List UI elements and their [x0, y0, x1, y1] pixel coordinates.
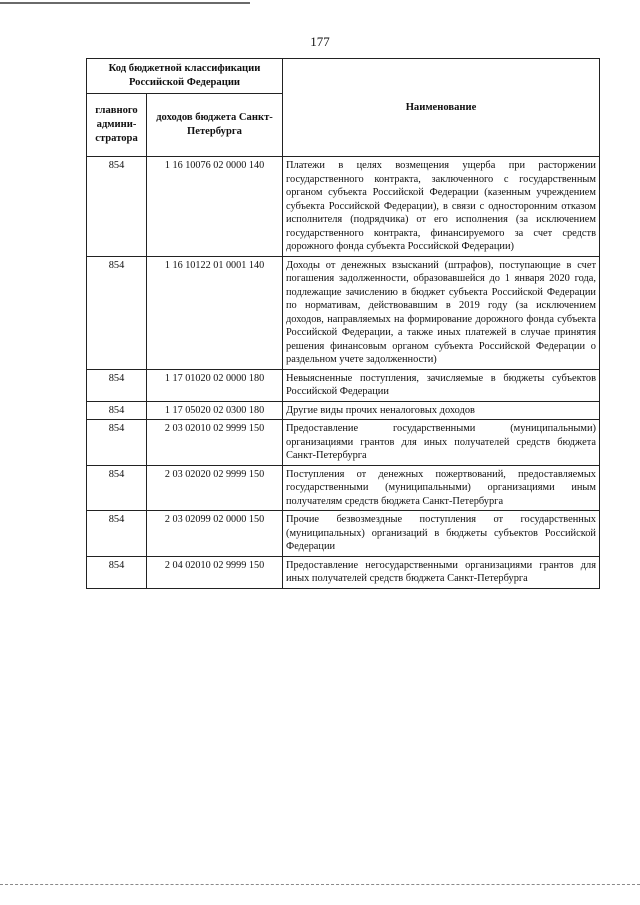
scan-edge-line	[0, 2, 250, 4]
table-row	[87, 401, 600, 420]
budget-classification-table	[86, 58, 600, 589]
name-cell: Доходы от денежных взысканий (штрафов), поступающие в счет погашения задолженности, образовавшейся до 1 января 2020 года, подлежащие зачислению в бюджет субъекта Российской Федерации по нормативам, действовавшим в 2019 году (за исключением доходов, направляемых на формирование дорожного фонда субъекта Российской Федерации, а также иных платежей в случае принятия решения финансовым органом субъекта Российской Федерации о раздельном учете задолженности)	[283, 256, 600, 369]
header-admin: главного админи-стратора	[87, 94, 147, 157]
income-code-cell: 1 16 10122 01 0001 140	[147, 256, 283, 369]
income-code-cell: 2 03 02020 02 9999 150	[147, 465, 283, 511]
table-row	[87, 256, 600, 369]
name-cell: Прочие безвозмездные поступления от государственных (муниципальных) организаций в бюджеты субъектов Российской Федерации	[283, 511, 600, 557]
scan-edge-line-bottom	[0, 884, 640, 886]
name-cell: Предоставление негосударственными организациями грантов для иных получателей средств бюджета Санкт-Петербурга	[283, 556, 600, 588]
name-cell: Платежи в целях возмещения ущерба при расторжении государственного контракта, заключенного с государственным органом субъекта Российской Федерации (казенным учреждением субъекта Российской Федерации), в связи с односторонним отказом исполнителя (подрядчика) от его исполнения (за исключением государственного контракта, финансируемого за счет средств дорожного фонда субъекта Российской Федерации)	[283, 157, 600, 257]
income-code-cell: 2 04 02010 02 9999 150	[147, 556, 283, 588]
admin-code-cell: 854	[87, 465, 147, 511]
income-code-cell: 1 16 10076 02 0000 140	[147, 157, 283, 257]
table-row	[87, 157, 600, 257]
name-cell: Поступления от денежных пожертвований, предоставляемых государственными (муниципальными) организациями иным получателям средств бюджета Санкт-Петербурга	[283, 465, 600, 511]
table-row	[87, 465, 600, 511]
name-cell: Другие виды прочих неналоговых доходов	[283, 401, 600, 420]
income-code-cell: 1 17 05020 02 0300 180	[147, 401, 283, 420]
table-row	[87, 511, 600, 557]
admin-code-cell: 854	[87, 511, 147, 557]
header-income-code: доходов бюджета Санкт-Петербурга	[147, 94, 283, 157]
income-code-cell: 1 17 01020 02 0000 180	[147, 369, 283, 401]
income-code-cell: 2 03 02010 02 9999 150	[147, 420, 283, 466]
admin-code-cell: 854	[87, 401, 147, 420]
admin-code-cell: 854	[87, 256, 147, 369]
admin-code-cell: 854	[87, 556, 147, 588]
admin-code-cell: 854	[87, 369, 147, 401]
admin-code-cell: 854	[87, 420, 147, 466]
table-row	[87, 556, 600, 588]
name-cell: Предоставление государственными (муниципальными) организациями грантов для иных получателей средств бюджета Санкт-Петербурга	[283, 420, 600, 466]
page-number: 177	[310, 34, 330, 49]
admin-code-cell: 854	[87, 157, 147, 257]
table-row	[87, 369, 600, 401]
header-group-budget-code: Код бюджетной классификации Российской Федерации	[87, 59, 283, 94]
table-row	[87, 420, 600, 466]
income-code-cell: 2 03 02099 02 0000 150	[147, 511, 283, 557]
header-name: Наименование	[283, 59, 600, 157]
name-cell: Невыясненные поступления, зачисляемые в бюджеты субъектов Российской Федерации	[283, 369, 600, 401]
